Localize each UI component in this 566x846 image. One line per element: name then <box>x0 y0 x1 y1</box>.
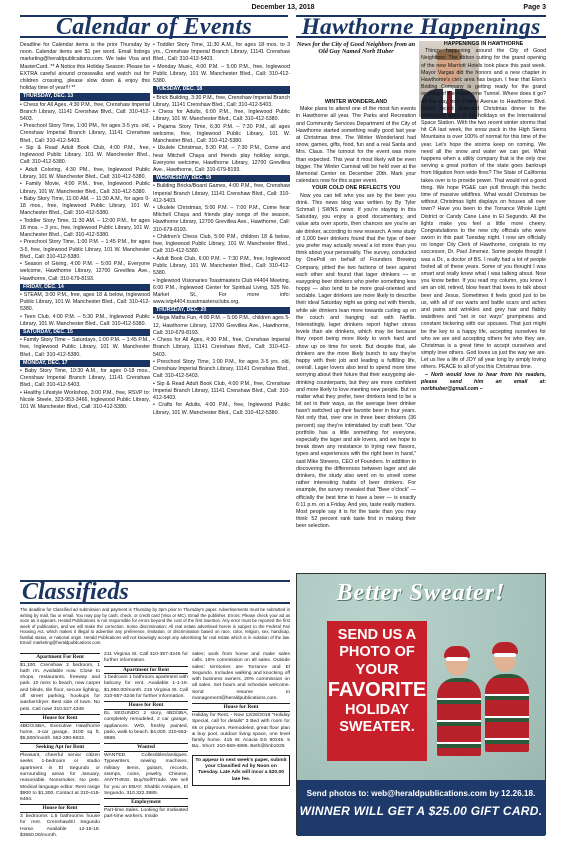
ad-callout-box <box>327 621 427 761</box>
santa-hat-icon <box>492 642 518 654</box>
calendar-days-list <box>20 93 150 411</box>
classifieds-policy: The deadline for Classified ad submission and payment is Thursday by 3pm prior to Thursday's paper. Advertisements must be submitted in writing by mail, fax or email. You may pay by cash, check, or credit card (Visa or MC). Email the publisher. Errors: Please check your ad as soon as it appears. Herald Publications is not responsible for errors beyond the cost of the first insertion. Any error must be reported the first week of publication, and we will make the correction. Some discrimination: All real estate advertised herein is subject to the Federal Fair Housing Act, which makes it illegal to advertise any preference, limitation, or discrimination based on race, color, religion, sex, handicap, familial status, or national origin. Herald Publications will not knowingly accept any advertising for real estate which is in violation of the law. Email: marketing@heraldpublications.com. <box>20 607 290 645</box>
classified-category: Employment <box>104 798 188 807</box>
day-heading: SATURDAY, DEC. 15 <box>20 329 150 336</box>
classified-category: Apartment For Rent <box>20 653 100 662</box>
ad-line: FAVORITE <box>327 679 427 701</box>
page-number: Page 3 <box>523 4 546 11</box>
author-signoff: – Norb would love to hear from his readers, please send him an email at: norbhuber@gmail.com – <box>421 371 546 393</box>
ad-line: HOLIDAY <box>345 702 409 718</box>
calendar-days-list-2 <box>153 86 290 417</box>
issue-date: December 13, 2018 <box>251 4 315 11</box>
classified-ad: 1 bedroom 1 bathroom apartment with balcony for rent. Available 1-1-19. $1,950.00/month. 215 Virginia St. Call 310-857-3246 for further information. <box>104 675 188 700</box>
calendar-event: • Adult Coloring, 4:30 PM., free, Inglewood Public Library, 101 W. Manchester Blvd., Call: 310-412-5380. <box>20 166 150 180</box>
classified-category: House for Rent <box>104 701 188 710</box>
classified-category: Wanted <box>104 743 188 752</box>
calendar-event: • Mega Maths Fun, 4:00 P.M. – 5:00 P.M., children ages 5-12, Hawthorne Library, 12700 Grevillea Ave., Hawthorne, Call: 310-679-8193. <box>153 315 290 336</box>
calendar-column-1 <box>20 42 150 579</box>
calendar-event: • Chess for All Ages, 4:30 P.M., free, Crenshaw Imperial Branch Library, 11141 Crenshaw Blvd., Call: 310-412-5403. <box>153 337 290 358</box>
day-heading: TUESDAY, DEC. 18 <box>153 86 290 93</box>
classified-ad: EL SEGUNDO 2 story, 4BD/3BA, completely remodeled, 2 car garage, appliances. W/D, freshly painted, patio, walk to beach. $4,000. 310-663-9888. <box>104 710 188 742</box>
classified-ad: WANTED. Collectibles/antiques. Typewriters, sewing machines, military items, guitars, records, stamps, coins, jewelry, Chinese, ANYTHING. Buy/Sell/Trade. We sell for you on EBAY. Shabbi Antiques, El Segundo. 310.322.3985. <box>104 753 188 796</box>
section-heading-winter: WINTER WONDERLAND <box>324 99 388 105</box>
santa-hat-icon <box>444 646 470 658</box>
calendar-event: • STEAM, 3:00 P.M., free, ages 18 & below, Inglewood Public Library, 101 W. Manchester Blvd., Call: 310-412-5380. <box>20 291 150 313</box>
classified-ad: Pleasant, cheerful senior citizen seeks 1-bedroom or studio apartment in El Segundo or surrounding areas for January, reasonable. Nonsmoker, No pets. Medical language editor. Rent range $900 to $1,300. Contact at 310-415-6464. <box>20 753 100 803</box>
day-heading: THURSDAY, DEC. 13 <box>20 93 150 100</box>
calendar-event: • Chess for All Ages, 4:30 P.M., free, Crenshaw Imperial Branch Library, 11141 Crenshaw Blvd., Call: 310-412-5403. <box>20 101 150 122</box>
calendar-event: • Toddler Story Time, 11:30 AM. – 12:00 P.M., for ages 18 mos. – 3 yrs., free, Inglewood Public Library, 101 W. Manchester Blvd., Call: 310-412-5380. <box>20 217 150 239</box>
classified-ad: 3 bedrooms 1.5 bathrooms house for rent. Crenshaw/El Segundo Home. Available 12-15-18. $3650.00/month. <box>20 814 100 838</box>
calendar-intro: Deadline for Calendar items is the prior Thursday by noon. Calendar items are $1 per word. Email listings marketing@heraldpublications.com. We take Visa and MasterCard. ** A Notice this Holiday Season: Please be EXTRA careful around crosswalks and watch out for children crossing, please slow down & enjoy this holiday time of year!!! ** <box>20 42 150 92</box>
calendar-event: • Preschool Story Time, 1:00 PM., for ages 3-5 yrs. old, Crenshaw Imperial Branch Library, 11141 Crenshaw Blvd., Call: 310-412-5403. <box>20 123 150 144</box>
sweater-contest-ad <box>296 573 546 835</box>
sweater-person-2 <box>485 642 525 752</box>
calendar-event: • Crafts for Adults, 4:00 P.M., free, Inglewood Public Library, 101 W. Manchester Blvd., Call: 310-412-5380. <box>153 402 290 416</box>
calendar-event: • Sip & Read Adult Book Club, 4:00 P.M., free, Crenshaw Imperial Branch Library, 11141 Crenshaw Blvd., Call: 310-412-5403. <box>153 380 290 402</box>
ad-line: SWEATER. <box>339 719 415 735</box>
classified-ad: 4BD/3.5BA, Executive Hawthorne home, 4-car garage, 3100 sq ft, $5,500/month. 562-280-6933. <box>20 723 100 742</box>
calendar-event: • Preschool Story Time, 1:00 P.M., for ages 3-5 yrs. old, Crenshaw Imperial Branch Library, 11141 Crenshaw Blvd., Call: 310-412-5403. <box>153 358 290 380</box>
classifieds-banner: Classifieds <box>20 580 290 604</box>
calendar-event: • Family Movie, 4:00 P.M., free, Inglewood Public Library, 101 W. Manchester Blvd., Call: 310-412-5380. <box>20 181 150 195</box>
classified-category: House for Rent <box>192 703 290 712</box>
ad-title: Better Sweater! <box>336 580 506 606</box>
article-paragraph: Things happening around the City of Good Neighbors: The ribbon cutting for the grand opening of the new Marriott Hotels took place this past week. Mayor Vargas did the honors and a new chapter in Hawthorne's civic area has begun. I hear that Elon's Boding Company is getting ready for the grand opening of the Hawthorne Tunnel. Where does it go? All the way from Prairie Avenue to Hawthorne Blvd. Elon's rocket delivered Christmas dinner to the astronauts stuck in the holidays on the International Space Station. With the two recent winter storms that hit CA last week, the snow pack in the High Sierra Mountains is over 100% of normal for this time of the year. Let's hope the storms keep on coming. We need all the snow and water we can get. What happens when a utility company that is the only one serving a great portion of the state goes bankrupt from litigation from wide fires? The State of California takes over is to provide power. That would not a good thing. We hope PG&E can pull through this hectic time of massive wildfires. What would Christmas be without Christmas light displays on houses all over town? Have you been to the Torrance Whole Light District or Candy Cane Lane in El Segundo. All the lights make you feel a little more cheery. Congratulations to the new city officials who were sworn in this past Tuesday night. I now am officially no longer City Clerk of Hawthorne, congrats to my successor, Dr. Paul Jimenez. Some people thought I was a Dr., a doctor of BS. I really had a lot of people fooled all of these years. Some of you thought I was smart and really knew what I was talking about. Now you know better. If you read my column, you know I am an old, retired, blow heart that loves to talk about beer and Jesus. Sometimes it feels good just to be us, with all of our warts and battle scars and aches and pains and wrinkles and grey hair and flabby waistlines and "set in our ways" grumpiness and constant bickering with our spouses. That just might be the key to a happy life, accepting ourselves for who we are and accepting others for who they are. Christmas is a great time to accept ourselves and simply love others. God loves us just the way we are. Let us live a life of JOY all year long by simply loving others. PEACE to all of you this Christmas time. <box>421 48 546 371</box>
classified-category: Seeking Apt for Rent <box>20 743 100 752</box>
ad-line: PHOTO OF <box>339 644 415 660</box>
calendar-event: • Chess for Adults, 6:00 P.M., free, Inglewood Public Library, 101 W. Manchester Blvd., Call: 310-412-5380. <box>153 109 290 123</box>
calendar-banner: Calendar of Events <box>20 15 288 38</box>
ad-winner-line: WINNER WILL GET A $25.00 GIFT CARD. <box>299 804 543 818</box>
hawthorne-column-1 <box>296 99 416 574</box>
calendar-event: • Adult Book Club, 6:00 P.M. – 7:30 P.M., free, Inglewood Public Library, 101 W. Manchester Blvd., Call: 310-412-5380. <box>153 255 290 277</box>
classifieds-column-1 <box>20 652 100 838</box>
classifieds-column-2 <box>104 652 188 832</box>
day-heading: FRIDAY, DEC. 14 <box>20 284 150 291</box>
ad-line: YOUR <box>355 661 399 678</box>
classifieds-column-3 <box>192 652 290 832</box>
article-paragraph: Now you can tell who you are by the beer you drink. This news blog was written by By Tyler Schmall | SWNS news: If you're staying in this Saturday, you enjoy a good documentary, and value arts over sports, then chances are you're an ale drinker, according to new research. A new study of 1,000 beer drinkers found that the type of beer you prefer may actually reveal a lot more than you think about your personality. The survey, conducted by OnePoll on behalf of Founders Brewing Company, pitted the two factions of beer against each other and found that lager drinkers — or easygoing beer drinkers who prefer something less hoppy — also tend to be more goal-oriented and sociable. Lager drinkers are more likely to describe their ideal Saturday night as going out with friends, while ale drinkers lean more towards curling up on the couch and hanging out with Netflix. Interestingly, lager drinkers report higher stress levels than ale drinkers, which may be because they report being more likely to work hard and show up on time for work. But despite that, ale drinkers are the more likely bunch to say they're happy with their job and leading a fulfilling life, overall. Lager lovers also tend to spend more time worrying about their future that their easygoing ale-drinking counterparts, but they are more confident and more likely to love meeting new people. But no matter what they prefer, beer drinkers tend to be a bit set in their ways, as the average beer drinker hasn't switched up their favorite beer in four years. Not only that, over one in three beer drinkers (36 percent) say they're intimidated by craft beer. "Our portfolio has a little something for everyone, especially the lager and ale lovers, and we hope to break down any resistance to trying new flavors, types and experiences with the right beer in hand," said Mike Stevens, CEO of Founders. In addition to discovering the differences between lager and ale drinkers, the study also went on to unveil some rather interesting habits of beer drinkers. For example, the survey revealed that "Beer o'clock" — officially the best time to have a beer — is exactly 6:11 p.m. on a Friday. And yes, taste really matters. Most people say it is for the taste than you may think: 52 percent rank taste first in making their beer selection. <box>296 192 416 530</box>
classified-category: Apartment for Rent <box>104 666 188 675</box>
calendar-event: • Pajama Story Time, 6:30 P.M. – 7:30 P.M., all ages welcome, free, Inglewood Public Library, 101 W. Manchester Blvd., Call: 310-412-5380. <box>153 123 290 145</box>
calendar-event: • Healthy Lifestyle Workshop, 3:00 P.M., free, RSVP to: Nicole Steele, 323-953-3466, Inglewood Public Library, 101 W. Manchester Blvd., Call: 310-412-5380. <box>20 389 150 411</box>
day-heading: WEDNESDAY, DEC. 19 <box>153 175 290 182</box>
calendar-event: • Preschool Story Time, 1:00 P.M. – 1:45 P.M., for ages 3-5, free, Inglewood Public Library, 101 W. Manchester Blvd., Call: 310-412-5380. <box>20 239 150 260</box>
calendar-event: • Monday Music, 4:00 P.M. – 5:00 P.M., free, Inglewood Public Library, 101 W. Manchester Blvd., Call: 310-412-5380. <box>153 63 290 85</box>
column-subhead: News for the City of Good Neighbors from an Old Guy Named Norb Huber <box>296 41 416 56</box>
calendar-continued-items <box>153 42 290 85</box>
calendar-event: • Season of Giving, 4:00 P.M. – 5:00 P.M., Everyone welcome, Hawthorne Library, 12700 Grevillea Ave., Hawthorne, Call: 310-679-8193. <box>20 261 150 282</box>
classifieds-deadline-note: To appear in next week's paper, submit your Classified Ad by Noon on Tuesday. Late Ads will incur a $20.00 late fee. <box>192 755 290 786</box>
sweater-person-1 <box>437 646 477 756</box>
ad-line: SEND US A <box>337 627 417 643</box>
calendar-event: • Toddler Story Time, 11:30 A.M., for ages 18 mos. to 3 yrs., Crenshaw Imperial Branch Library, 11141 Crenshaw Blvd., Call: 310-412-5403. <box>153 42 290 63</box>
hawthorne-banner: Hawthorne Happenings <box>296 15 546 38</box>
calendar-column-2 <box>153 42 290 579</box>
day-heading: MONDAY, DEC. 17 <box>20 360 150 367</box>
calendar-event: • Ukulele Christmas, 5:00 P.M. – 7:00 P.M., Come hear Mitchell Chaya and friends play songs of the season, Hawthorne Library, 12700 Grevillea Ave., Hawthorne, Call: 310-679-8193. <box>153 205 290 233</box>
classified-category: House for Rent <box>20 804 100 813</box>
calendar-event: • Ukulele Christmas, 5:30 P.M. – 7:30 P.M., Come and hear Mitchell Chaya and friends play holiday songs, Everyone welcome, Hawthorne Library, 12700 Grevillea Ave., Hawthorne, Call: 310-679-8193. <box>153 145 290 173</box>
calendar-event: • Teen Club, 4:00 P.M. – 5:30 P.M., Inglewood Public Library, 101 W. Manchester Blvd., Call: 310-412-5380. <box>20 313 150 327</box>
ad-send-line: Send photos to: web@heraldpublications.com by 12.26.18. <box>306 789 536 798</box>
classified-ad: sales; work from home and make sales calls. 15% commission on all sales. Outside sales: territories are Torrance and El Segundo. Includes walking and knocking off with business owners. 20% commission on all sales. Set hours and schedule welcome. Send resume to management@heraldpublications.com. <box>192 652 290 702</box>
calendar-event: • Sip & Read Adult Book Club, 4:00 P.M., free, Inglewood Public Library, 101 W. Manchester Blvd., Call: 310-412-5380. <box>20 145 150 166</box>
article-paragraph: Make plans to attend one of the most fun events in Hawthorne all year. The Parks and Recreation and Community Services Department of the City of Hawthorne started something really good last year at Christmas time. The Winter Wonderland had snow, games, gifts, food, fun and a real Santa and Mrs. Claus. The turnout for the event was more than expected. This year it most likely will be even bigger. The Winter Carnival will be held over at the Memorial Center on December 20th. Mark your calendars now for this super event. <box>296 106 416 185</box>
classified-ad: Holiday for Rent. - Now 12/26/2018 "Holiday Special, call for details" 3 Bed with room for 6k or playroom. Remodeled, great floor plan & buy pool, outdoor living space, one level family home. 415 W. Acacia ES 90245. 5 Ba.. Short: 310-569-4896. Beth@bnb1025 <box>192 712 290 750</box>
calendar-event: • Baby Story Time, 11:00 AM. – 11:30 A.M., for ages 0-18 mos., free, Inglewood Public Library, 101 W. Manchester Blvd., Call: 310-412-5380. <box>20 195 150 217</box>
calendar-event: • Family Story Time – Saturdays, 1:00 P.M. – 1:45 P.M., free, Inglewood Public Library, 101 W. Manchester Blvd., Call: 310-412-5380. <box>20 337 150 358</box>
calendar-event: • Inglewood Visionaries Toastmasters Club #4404 Meeting, 6:00 P.M., Inglewood Center for Spiritual Living, 525 No. Market St., For more info: www.ivtg4404.toastmastersclubs.org. <box>153 277 290 306</box>
classified-ad: $1,100. Crenshaw 2 bedroom, 1 bath rm. Available now. Close to shops, restaurants, freeway and park. 10 mins to beach, new carpet and blinds, tile floor, secure lighting, off street parking, hookups for washer/dryer. Best side of town. No pets. Call now! 310.527.4346 <box>20 662 100 712</box>
hawthorne-column-2 <box>421 41 546 501</box>
calendar-event: • Brick Building, 3:30 P.M., free, Crenshaw Imperial Branch Library, 11141 Crenshaw Blvd., Call: 310-412-5403. <box>153 94 290 108</box>
day-heading: THURSDAY, DEC. 20 <box>153 307 290 314</box>
classified-category: House for Rent <box>20 714 100 723</box>
classified-ad: 211 Virginia St. Call 310-357-3246 for further information. <box>104 652 188 664</box>
calendar-event: • Baby Story Time, 10:30 A.M., for ages 0-18 mos., Crenshaw Imperial Branch Library, 11141 Crenshaw Blvd., Call: 310-412-5403. <box>20 368 150 389</box>
classified-ad: Part-time Sales. Looking for motivated part-time workers. Inside <box>104 807 188 820</box>
section-heading-happenings: HAPPENINGS IN HAWTHORNE <box>443 41 524 47</box>
calendar-event: • Children's Chess Club, 5:00 P.M., children 18 & below, free, Inglewood Public Library, 101 W. Manchester Blvd., Call: 310-412-5380. <box>153 234 290 255</box>
calendar-event: • Building Bricks/Board Games, 4:00 P.M., free, Crenshaw Imperial Branch Library, 11141 Crenshaw Blvd., Call: 310-412-5403. <box>153 183 290 204</box>
section-heading-beer: YOUR COLD ONE REFLECTS YOU <box>311 185 401 192</box>
ad-footer <box>297 780 545 836</box>
